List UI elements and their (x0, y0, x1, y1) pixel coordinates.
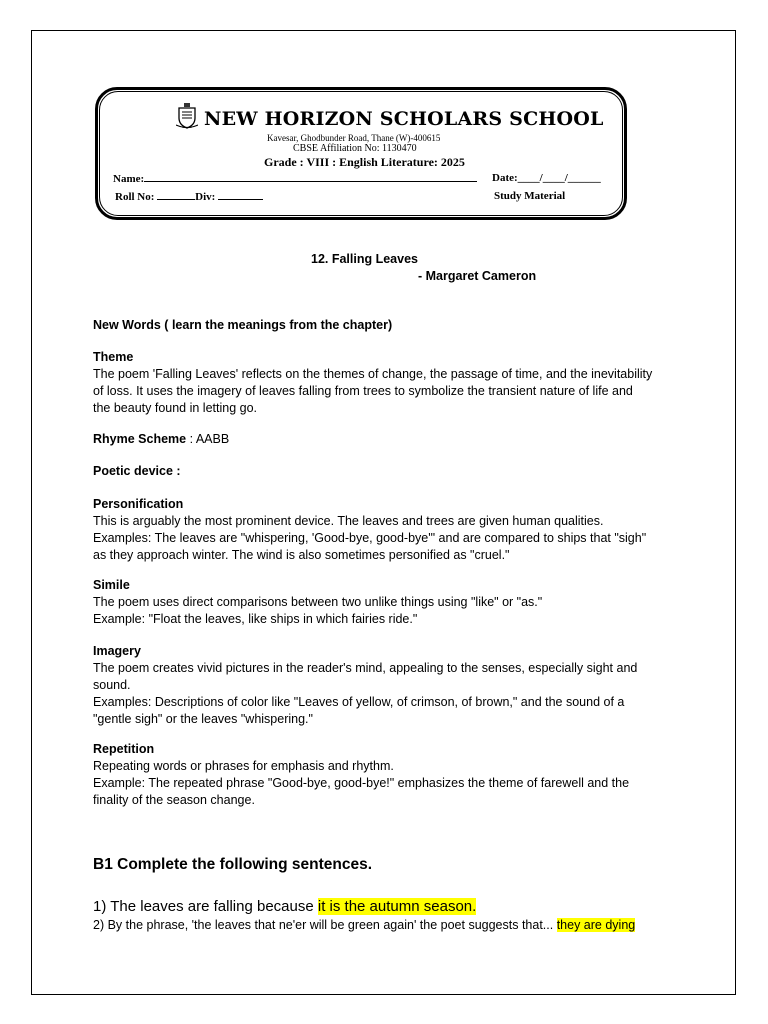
school-address: Kavesar, Ghodbunder Road, Thane (W)-400615 (267, 133, 441, 143)
simile-section (93, 577, 542, 628)
simile-line: Example: "Float the leaves, like ships in which fairies ride." (93, 612, 418, 626)
name-field (113, 172, 477, 185)
chapter-title: 12. Falling Leaves (311, 252, 418, 266)
school-name: NEW HORIZON SCHOLARS SCHOOL (204, 108, 604, 130)
personification-section (93, 496, 646, 564)
simile-line: The poem uses direct comparisons between two unlike things using "like" or "as." (93, 595, 543, 609)
question-1 (93, 898, 476, 915)
new-words-heading: New Words ( learn the meanings from the chapter) (93, 318, 393, 332)
theme-section (93, 349, 652, 417)
imagery-heading: Imagery (93, 644, 141, 658)
poetic-device-heading: Poetic device : (93, 464, 181, 478)
personification-line: as they approach winter. The wind is also sometimes personified as "cruel." (93, 548, 510, 562)
question-2-answer: they are dying (556, 918, 636, 932)
question-1-text: 1) The leaves are falling because (93, 898, 318, 915)
repetition-line: finality of the season change. (93, 793, 255, 807)
roll-label: Roll No: (115, 191, 155, 203)
theme-line: The poem 'Falling Leaves' reflects on the themes of change, the passage of time, and the inevitability (93, 367, 653, 381)
question-1-answer: it is the autumn season. (317, 898, 477, 915)
theme-line: the beauty found in letting go. (93, 401, 258, 415)
roll-blank (157, 190, 195, 200)
theme-heading: Theme (93, 350, 134, 364)
study-material-label: Study Material (494, 190, 566, 202)
imagery-line: sound. (93, 678, 131, 692)
exercise-heading: B1 Complete the following sentences. (93, 856, 373, 873)
personification-line: This is arguably the most prominent device. The leaves and trees are given human qualities. (93, 514, 604, 528)
rhyme-scheme-label: Rhyme Scheme (93, 432, 187, 446)
theme-line: of loss. It uses the imagery of leaves falling from trees to symbolize the transient nature of life and (93, 384, 633, 398)
rhyme-scheme-value: : AABB (186, 432, 230, 446)
imagery-line: Examples: Descriptions of color like "Leaves of yellow, of crimson, of brown," and the sound of a (93, 695, 625, 709)
div-blank (218, 190, 263, 200)
imagery-line: "gentle sigh" or the leaves "whispering." (93, 712, 313, 726)
personification-heading: Personification (93, 497, 184, 511)
question-2-text: 2) By the phrase, 'the leaves that ne'er will be green again' the poet suggests that... (93, 918, 557, 932)
grade-subject: Grade : VIII : English Literature: 2025 (264, 155, 465, 169)
div-label: Div: (195, 191, 216, 203)
imagery-section (93, 643, 637, 728)
date-field (492, 172, 601, 184)
date-blank: ____/____/______ (517, 172, 601, 184)
date-label: Date: (492, 172, 518, 184)
personification-line: Examples: The leaves are "whispering, 'Good-bye, good-bye'" and are compared to ships that "sigh" (93, 531, 647, 545)
question-2 (93, 918, 635, 932)
repetition-section (93, 741, 629, 809)
repetition-line: Repeating words or phrases for emphasis and rhythm. (93, 759, 394, 773)
school-logo (176, 103, 198, 129)
repetition-heading: Repetition (93, 742, 155, 756)
name-label: Name: (113, 173, 145, 185)
name-blank (144, 172, 477, 182)
chapter-author: - Margaret Cameron (418, 269, 537, 283)
imagery-line: The poem creates vivid pictures in the reader's mind, appealing to the senses, especially sight and (93, 661, 638, 675)
rhyme-scheme (93, 431, 229, 448)
repetition-line: Example: The repeated phrase "Good-bye, good-bye!" emphasizes the theme of farewell and the (93, 776, 630, 790)
simile-heading: Simile (93, 578, 130, 592)
roll-field (115, 190, 263, 203)
cbse-affiliation: CBSE Affiliation No: 1130470 (293, 143, 417, 154)
